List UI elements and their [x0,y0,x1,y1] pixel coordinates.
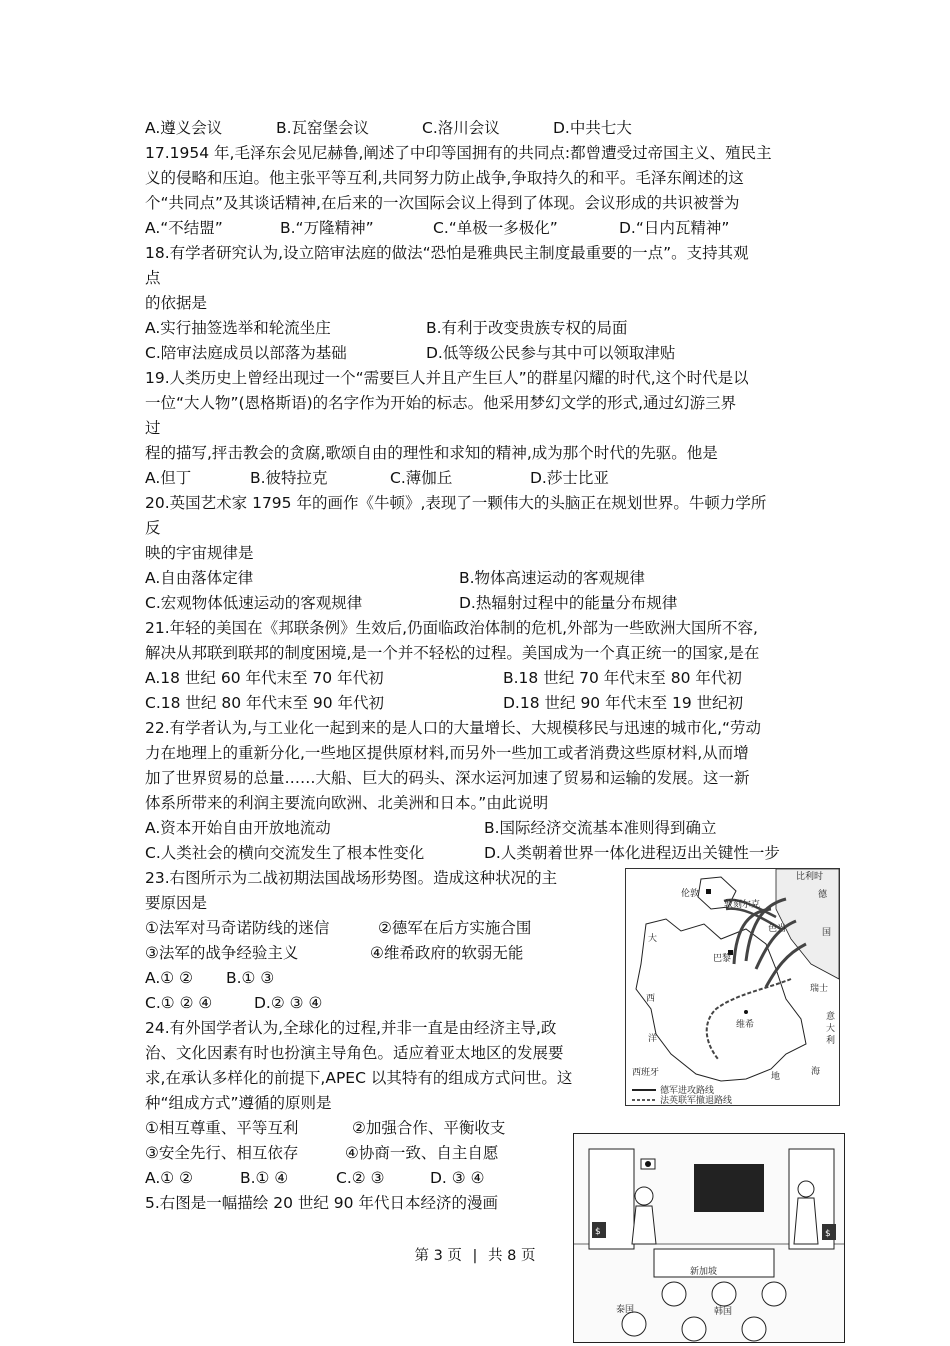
q20-line: 映的宇宙规律是 [145,544,254,562]
q17-line: 义的侵略和压迫。他主张平等互利,共同努力防止战争,争取持久的和平。毛泽东阐述的这 [145,169,744,187]
q24-item-3: ③安全先行、相互依存 [145,1144,299,1162]
map-label-italy-2: 大 [826,1024,836,1034]
q24-line: 24.有外国学者认为,全球化的过程,并非一直是由经济主导,政 [145,1019,557,1037]
q17-line: 17.1954 年,毛泽东会见尼赫鲁,阐述了中印等国拥有的共同点:都曾遭受过帝国主义、殖民主 [145,144,772,162]
cartoon-label-korea: 韩国 [714,1307,733,1317]
q22-option-a: A.资本开始自由开放地流动 [145,819,331,837]
q20-line: 20.英国艺术家 1795 年的画作《牛顿》,表现了一颗伟大的头脑正在规划世界。牛顿力学所 [145,494,767,512]
q17-option-a: A.“不结盟” [145,219,223,237]
q19-option-b: B.彼特拉克 [250,469,328,487]
q24-option-b: B.① ④ [240,1169,289,1187]
q24-option-d: D. ③ ④ [430,1169,485,1187]
q22-option-d: D.人类朝着世界一体化进程迈出关键性一步 [484,844,780,862]
q24-line: 求,在承认多样化的前提下,APEC 以其特有的组成方式问世。这 [145,1069,573,1087]
cartoon-dollar-left: $ [595,1227,601,1237]
q18-option-b: B.有利于改变贵族专权的局面 [426,319,628,337]
q23-option-d: D.② ③ ④ [254,994,323,1012]
q16-option-c: C.洛川会议 [422,119,500,137]
q23-option-c: C.① ② ④ [145,994,213,1012]
q20-option-d: D.热辐射过程中的能量分布规律 [459,594,678,612]
q22-line: 力在地理上的重新分化,一些地区提供原材料,而另外一些加工或者消费这些原材料,从而增 [145,744,749,762]
q22-line: 加了世界贸易的总量……大船、巨大的码头、深水运河加速了贸易和运输的发展。这一新 [145,769,750,787]
q25-line: 5.右图是一幅描绘 20 世纪 90 年代日本经济的漫画 [145,1194,498,1212]
q18-line: 18.有学者研究认为,设立陪审法庭的做法“恐怕是雅典民主制度最重要的一点”。支持其观 [145,244,749,262]
map-label-vichy: 维希 [736,1020,755,1030]
q18-line: 点 [145,269,161,287]
cartoon-label-singapore: 新加坡 [690,1267,718,1277]
q24-item-1: ①相互尊重、平等互利 [145,1119,299,1137]
q21-option-d: D.18 世纪 90 年代末至 19 世纪初 [503,694,744,712]
q20-option-a: A.自由落体定律 [145,569,254,587]
footer-separator: | [472,1248,478,1264]
q19-option-c: C.薄伽丘 [390,469,453,487]
footer-total: 共 8 页 [488,1248,536,1264]
map-label-atlantic-3: 洋 [648,1034,658,1044]
q23-item-1: ①法军对马奇诺防线的迷信 [145,919,330,937]
q17-option-b: B.“万隆精神” [280,219,374,237]
q21-line: 解决从邦联到联邦的制度困境,是一个并不轻松的过程。美国成为一个真正统一的国家,是在 [145,644,760,662]
map-label-sedan: 色当 [768,924,787,934]
map-label-dunkirk: 敦刻尔克 [724,900,761,910]
q17-option-d: D.“日内瓦精神” [619,219,730,237]
q24-line: 治、文化因素有时也扮演主导角色。适应着亚太地区的发展要 [145,1044,564,1062]
q18-option-d: D.低等级公民参与其中可以领取津贴 [426,344,676,362]
q24-item-2: ②加强合作、平衡收支 [352,1119,506,1137]
q20-line: 反 [145,519,161,537]
q24-option-c: C.② ③ [336,1169,385,1187]
cartoon-label-thailand: 泰国 [616,1305,635,1315]
q24-item-4: ④协商一致、自主自愿 [345,1144,499,1162]
map-label-london: 伦敦 [681,889,700,899]
footer-page: 第 3 页 [414,1248,462,1264]
q22-line: 22.有学者认为,与工业化一起到来的是人口的大量增长、大规模移民与迅速的城市化,“劳动 [145,719,762,737]
q21-option-c: C.18 世纪 80 年代末至 90 年代初 [145,694,385,712]
q18-option-c: C.陪审法庭成员以部落为基础 [145,344,347,362]
france-battle-map [625,868,840,1106]
map-label-switzerland: 瑞士 [810,984,829,994]
q23-line: 要原因是 [145,894,208,912]
q19-option-a: A.但丁 [145,469,192,487]
q23-line: 23.右图所示为二战初期法国战场形势图。造成这种状况的主 [145,869,558,887]
map-label-med-1: 地 [771,1072,781,1082]
q20-option-c: C.宏观物体低速运动的客观规律 [145,594,363,612]
q19-line: 一位“大人物”(恩格斯语)的名字作为开始的标志。他采用梦幻文学的形式,通过幻游三界 [145,394,737,412]
q22-option-b: B.国际经济交流基本准则得到确立 [484,819,717,837]
q21-line: 21.年轻的美国在《邦联条例》生效后,仍面临政治体制的危机,外部为一些欧洲大国所不容, [145,619,758,637]
q18-option-a: A.实行抽签选举和轮流坐庄 [145,319,331,337]
q21-option-b: B.18 世纪 70 年代末至 80 年代初 [503,669,742,687]
map-legend-german: 德军进攻路线 [660,1086,715,1096]
q19-line: 程的描写,抨击教会的贪腐,歌颂自由的理性和求知的精神,成为那个时代的先驱。他是 [145,444,718,462]
map-label-italy-3: 利 [826,1036,836,1046]
map-label-germany-1: 德 [818,890,828,900]
q19-line: 过 [145,419,161,437]
q16-option-d: D.中共七大 [553,119,632,137]
map-label-italy-1: 意 [826,1012,836,1022]
q19-option-d: D.莎士比亚 [530,469,609,487]
japan-economy-cartoon [573,1133,845,1343]
map-label-spain: 西班牙 [632,1068,660,1078]
q20-option-b: B.物体高速运动的客观规律 [459,569,646,587]
page-footer [0,1244,950,1265]
q23-option-b: B.① ③ [226,969,275,987]
q22-option-c: C.人类社会的横向交流发生了根本性变化 [145,844,425,862]
q23-item-4: ④维希政府的软弱无能 [370,944,524,962]
q24-option-a: A.① ② [145,1169,193,1187]
map-drawing [626,869,839,1105]
map-label-med-2: 海 [811,1067,821,1077]
map-label-germany-2: 国 [822,928,832,938]
cartoon-dollar-right: $ [825,1229,831,1239]
map-label-paris: 巴黎 [713,954,732,964]
q17-option-c: C.“单极一多极化” [433,219,558,237]
q18-line: 的依据是 [145,294,208,312]
q24-line: 种“组成方式”遵循的原则是 [145,1094,332,1112]
map-label-atlantic-1: 大 [648,934,658,944]
q17-line: 个“共同点”及其谈话精神,在后来的一次国际会议上得到了体现。会议形成的共识被誉为 [145,194,740,212]
q21-option-a: A.18 世纪 60 年代末至 70 年代初 [145,669,384,687]
q19-line: 19.人类历史上曾经出现过一个“需要巨人并且产生巨人”的群星闪耀的时代,这个时代是以 [145,369,749,387]
map-label-atlantic-2: 西 [646,994,656,1004]
q16-option-b: B.瓦窑堡会议 [276,119,370,137]
q23-item-3: ③法军的战争经验主义 [145,944,299,962]
q23-item-2: ②德军在后方实施合围 [378,919,532,937]
map-label-belgium: 比利时 [796,872,824,882]
q22-line: 体系所带来的利润主要流向欧洲、北美洲和日本。”由此说明 [145,794,549,812]
cartoon-drawing [574,1134,844,1342]
map-legend-allied: 法英联军撤退路线 [660,1096,733,1105]
q16-option-a: A.遵义会议 [145,119,223,137]
q23-option-a: A.① ② [145,969,193,987]
